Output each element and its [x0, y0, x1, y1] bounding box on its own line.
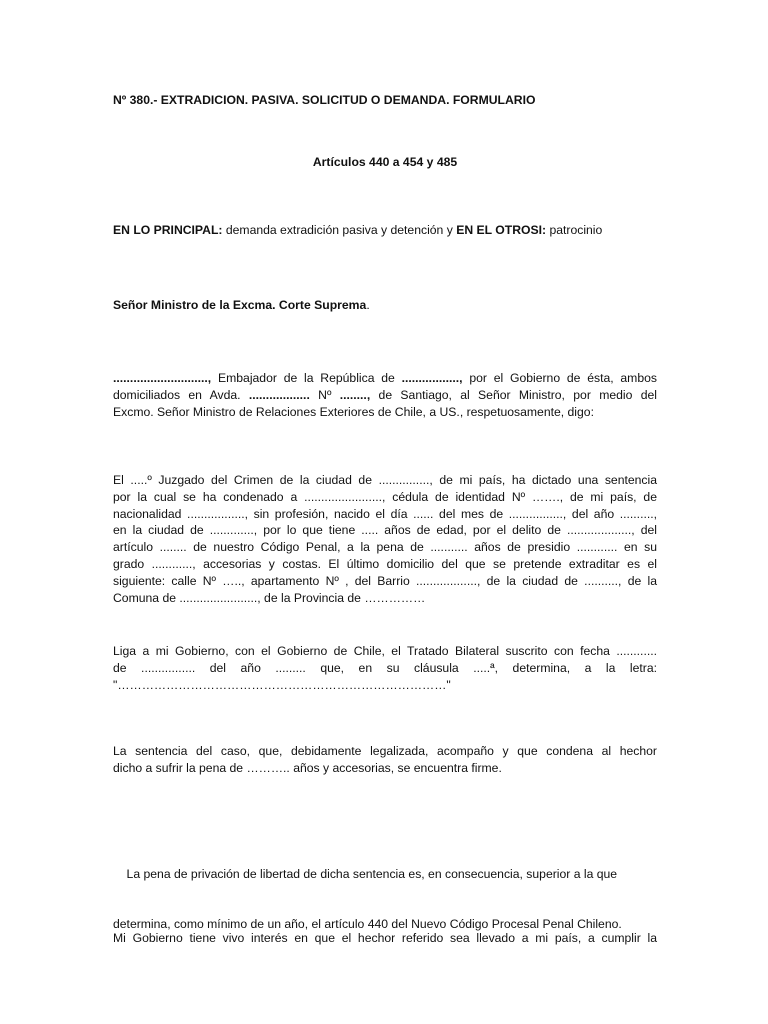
- text-segment: Embajador de la República de: [211, 371, 402, 385]
- paragraph-2-line: siguiente: calle Nº ….., apartamento Nº , del Barrio .................., de la ciudad de .........., de la: [113, 573, 657, 588]
- paragraph-2-line: por la cual se ha condenado a ......................., cédula de identidad Nº ……., de mi país, de: [113, 489, 657, 504]
- paragraph-2: [113, 472, 657, 606]
- paragraph-6-line: Mi Gobierno tiene vivo interés en que el hechor referido sea llevado a mi país, a cumplir la: [113, 931, 657, 945]
- blank-avenue: ..................: [248, 387, 310, 402]
- paragraph-1-line-2: [113, 387, 657, 404]
- paragraph-1-line-3: Excmo. Señor Ministro de Relaciones Exteriores de Chile, a US., respetuosamente, digo:: [113, 404, 594, 419]
- paragraph-2-line: en la ciudad de ............., por lo que tiene ..... años de edad, por el delito de ..................., del: [113, 523, 657, 538]
- addressee-text: Señor Ministro de la Excma. Corte Suprema: [113, 298, 367, 312]
- text-segment: domiciliados en Avda.: [113, 387, 249, 402]
- paragraph-2-last-line: Comuna de ......................., de la Provincia de ……………: [113, 590, 426, 605]
- paragraph-5-last-line: determina, como mínimo de un año, el artículo 440 del Nuevo Código Procesal Penal Chileno.: [113, 916, 622, 931]
- document-title: [113, 92, 657, 109]
- paragraph-6: [113, 930, 657, 947]
- title-text: Nº 380.- EXTRADICION. PASIVA. SOLICITUD O DEMANDA. FORMULARIO: [113, 93, 536, 107]
- paragraph-3-line: de ................ del año ......... que, en su cláusula .....ª, determina, a la letra:: [113, 660, 657, 675]
- text-segment: por el Gobierno de ésta, ambos: [462, 371, 657, 385]
- text-segment: de Santiago, al Señor Ministro, por medio del: [370, 387, 657, 402]
- paragraph-5-line: La pena de privación de libertad de dicha sentencia es, en consecuencia, superior a la que: [113, 866, 618, 881]
- paragraph-1-line-1: [113, 370, 657, 387]
- blank-ambassador: ............................,: [113, 371, 212, 385]
- principal-label: EN LO PRINCIPAL:: [113, 223, 223, 237]
- blank-number: ........,: [339, 387, 371, 402]
- paragraph-4-line: La sentencia del caso, que, debidamente legalizada, acompaño y que condena al hechor: [113, 744, 657, 758]
- text-segment: Nº: [309, 387, 340, 402]
- document-subtitle: [113, 154, 657, 171]
- paragraph-4-last-line: dicho a sufrir la pena de ……….. años y accesorias, se encuentra firme.: [113, 760, 502, 775]
- otrosi-text: patrocinio: [546, 223, 603, 237]
- paragraph-2-line: El .....º Juzgado del Crimen de la ciudad de ..............., de mi país, ha dictado una sentencia: [113, 473, 657, 487]
- paragraph-3-quote-line: "………………………………………………………………………": [113, 677, 451, 692]
- otrosi-label: EN EL OTROSI:: [456, 223, 547, 237]
- paragraph-2-line: artículo ........ de nuestro Código Penal, a la pena de ........... años de presidio ............ en su: [113, 540, 657, 555]
- addressee: [113, 297, 657, 314]
- paragraph-3: [113, 643, 657, 693]
- paragraph-1: [113, 370, 657, 420]
- blank-republic: .................,: [401, 371, 463, 385]
- addressee-period: .: [366, 298, 370, 312]
- paragraph-3-line: Liga a mi Gobierno, con el Gobierno de Chile, el Tratado Bilateral suscrito con fecha ............: [113, 644, 657, 658]
- sumilla: [113, 222, 657, 239]
- paragraph-2-line: grado ............, accesorias y costas. El último domicilio del que se pretende extraditar es el: [113, 556, 657, 571]
- paragraph-2-line: nacionalidad ................., sin profesión, nacido el día ...... del mes de ................, del año ..........,: [113, 506, 657, 521]
- principal-text: demanda extradición pasiva y detención y: [222, 223, 457, 237]
- paragraph-4: [113, 743, 657, 777]
- subtitle-text: Artículos 440 a 454 y 485: [312, 155, 458, 169]
